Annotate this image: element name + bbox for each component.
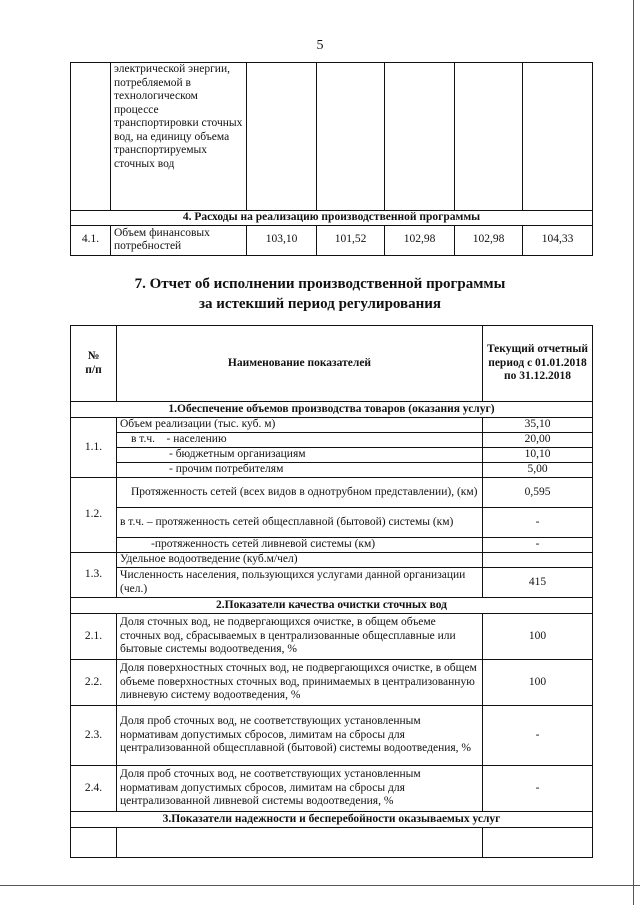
value-cell xyxy=(483,828,593,858)
table-row xyxy=(71,706,593,766)
value-cell xyxy=(247,63,317,211)
value-cell: 5,00 xyxy=(483,463,593,478)
value-cell: 10,10 xyxy=(483,448,593,463)
value-cell: - xyxy=(483,766,593,812)
table-row xyxy=(71,568,593,598)
section-header-row xyxy=(71,598,593,614)
row-number-cell xyxy=(71,828,117,858)
indicator-name-cell: электрической энергии, потребляемой в технологическом процессе транспортировки сточных вод, на единицу объема транспортируемых сточных вод xyxy=(111,63,247,211)
table-row xyxy=(71,828,593,858)
section-7-heading-line1: 7. Отчет об исполнении производственной программы xyxy=(134,276,506,292)
row-number-cell xyxy=(71,63,111,211)
program-table-continuation xyxy=(70,62,593,256)
row-number: 1.3. xyxy=(71,553,117,598)
header-row xyxy=(71,326,593,402)
value-cell: 104,33 xyxy=(523,225,593,255)
table-row xyxy=(71,448,593,463)
section-header-row xyxy=(71,812,593,828)
value-cell: 415 xyxy=(483,568,593,598)
table-row xyxy=(71,508,593,538)
column-header-period: Текущий отчетный период с 01.01.2018 по 31.12.2018 xyxy=(483,326,593,402)
table-row xyxy=(71,553,593,568)
row-number: 2.1. xyxy=(71,614,117,660)
value-cell: - xyxy=(483,706,593,766)
indicator-name: Доля сточных вод, не подвергающихся очистке, в общем объеме сточных вод, сбрасываемых в централизованные общесплавные или бытовые системы водоотведения, % xyxy=(117,614,483,660)
table-row xyxy=(71,433,593,448)
table-row xyxy=(71,766,593,812)
value-cell xyxy=(523,63,593,211)
value-cell: 20,00 xyxy=(483,433,593,448)
report-table xyxy=(70,325,593,858)
indicator-name: Доля проб сточных вод, не соответствующих установленным нормативам допустимых сбросов, лимитам на сбросы для централизованной ливневой системы водоотведения, % xyxy=(117,766,483,812)
scan-edge-line xyxy=(633,0,634,905)
section-7-heading-line2: за истекший период регулирования xyxy=(198,296,442,312)
table-row xyxy=(71,538,593,553)
indicator-name: Объем финансовых потребностей xyxy=(111,225,247,255)
indicator-name: - бюджетным организациям xyxy=(117,448,483,463)
table-row xyxy=(71,478,593,508)
row-number: 1.2. xyxy=(71,478,117,553)
indicator-name: Протяженность сетей (всех видов в однотрубном представлении), (км) xyxy=(117,478,483,508)
scan-bottom-line xyxy=(0,885,640,886)
page-number: 5 xyxy=(316,38,324,53)
value-cell: 103,10 xyxy=(247,225,317,255)
section-3-title: 3.Показатели надежности и бесперебойности оказываемых услуг xyxy=(71,812,593,828)
value-cell xyxy=(317,63,385,211)
indicator-name-cell xyxy=(117,828,483,858)
table-row xyxy=(71,614,593,660)
row-number: 2.4. xyxy=(71,766,117,812)
value-cell: 100 xyxy=(483,614,593,660)
row-number: 2.2. xyxy=(71,660,117,706)
row-number: 2.3. xyxy=(71,706,117,766)
indicator-name: -протяженность сетей ливневой системы (км) xyxy=(117,538,483,553)
indicator-name: Удельное водоотведение (куб.м/чел) xyxy=(117,553,483,568)
indicator-name: Объем реализации (тыс. куб. м) xyxy=(117,418,483,433)
section-header-row xyxy=(71,402,593,418)
value-cell xyxy=(455,63,523,211)
indicator-name: в т.ч. – протяженность сетей общесплавной (бытовой) системы (км) xyxy=(117,508,483,538)
value-cell: - xyxy=(483,538,593,553)
column-header-name: Наименование показателей xyxy=(117,326,483,402)
section-2-title: 2.Показатели качества очистки сточных вод xyxy=(71,598,593,614)
column-header-number: № п/п xyxy=(71,326,117,402)
row-number: 1.1. xyxy=(71,418,117,478)
value-cell: 0,595 xyxy=(483,478,593,508)
indicator-name: - прочим потребителям xyxy=(117,463,483,478)
value-cell: 101,52 xyxy=(317,225,385,255)
value-cell xyxy=(483,553,593,568)
indicator-name: в т.ч. - населению xyxy=(117,433,483,448)
value-cell: - xyxy=(483,508,593,538)
section-1-title: 1.Обеспечение объемов производства товаров (оказания услуг) xyxy=(71,402,593,418)
indicator-name: Доля поверхностных сточных вод, не подвергающихся очистке, в общем объеме поверхностных сточных вод, принимаемых в централизованную ливневую систему водоотведения, % xyxy=(117,660,483,706)
indicator-name: Численность населения, пользующихся услугами данной организации (чел.) xyxy=(117,568,483,598)
row-number: 4.1. xyxy=(71,225,111,255)
indicator-name: Доля проб сточных вод, не соответствующих установленным нормативам допустимых сбросов, лимитам на сбросы для централизованной общесплавной (бытовой) системы водоотведения, % xyxy=(117,706,483,766)
table-row xyxy=(71,225,593,255)
value-cell: 100 xyxy=(483,660,593,706)
table-row xyxy=(71,463,593,478)
table-row xyxy=(71,63,593,211)
table-row xyxy=(71,418,593,433)
table-row xyxy=(71,660,593,706)
value-cell: 102,98 xyxy=(385,225,455,255)
value-cell: 35,10 xyxy=(483,418,593,433)
value-cell: 102,98 xyxy=(455,225,523,255)
section-header-row xyxy=(71,211,593,226)
value-cell xyxy=(385,63,455,211)
section-4-title: 4. Расходы на реализацию производственной программы xyxy=(71,211,593,226)
